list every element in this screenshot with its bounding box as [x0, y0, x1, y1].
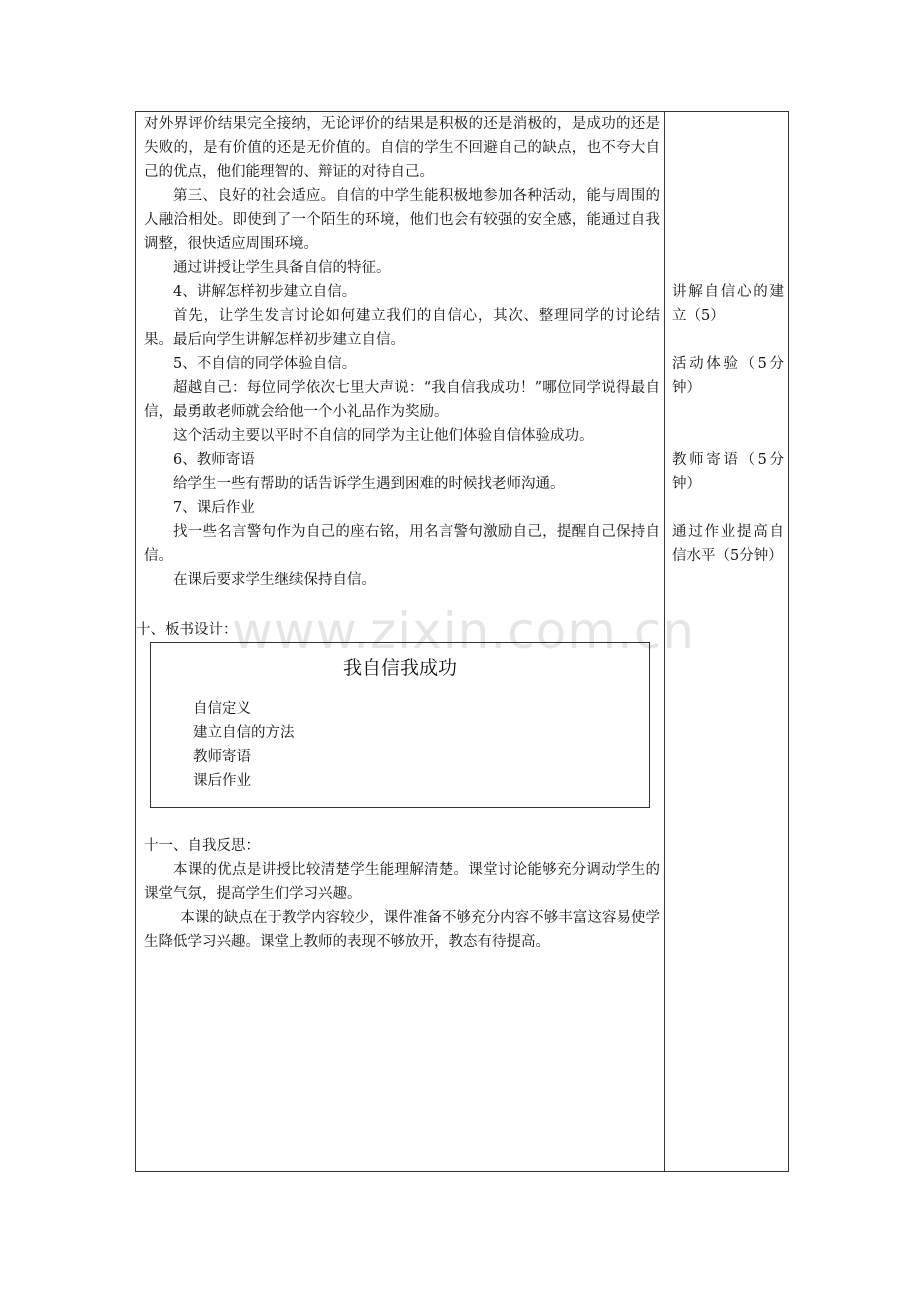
board-item: 课后作业: [193, 773, 251, 789]
paragraph: 首先，让学生发言讨论如何建立我们的自信心，其次、整理同学的讨论结果。最后向学生讲解怎样初步建立自信。: [144, 308, 660, 348]
board-design-box: [150, 642, 650, 808]
reflection-paragraph: 本课的缺点在于教学内容较少，课件准备不够充分内容不够丰富这容易使学生降低学习兴趣。课堂上教师的表现不够放开，教态有待提高。: [144, 910, 660, 950]
paragraph: 这个活动主要以平时不自信的同学为主让他们体验自信体验成功。: [173, 428, 594, 444]
paragraph: 通过讲授让学生具备自信的特征。: [173, 260, 391, 276]
section-heading: 6、教师寄语: [173, 452, 255, 468]
section-heading: 4、讲解怎样初步建立自信。: [173, 284, 357, 300]
board-item: 教师寄语: [193, 749, 251, 765]
side-note-homework: 通过作业提高自信水平（5分钟）: [672, 524, 784, 564]
board-title: 我自信我成功: [342, 657, 457, 679]
paragraph: 第三、良好的社会适应。自信的中学生能积极地参加各种活动，能与周围的人融洽相处。即使到了一个陌生的环境，他们也会有较强的安全感，能通过自我调整，很快适应周围环境。: [144, 188, 660, 252]
section-heading: 5、不自信的同学体验自信。: [173, 356, 357, 372]
paragraph: 对外界评价结果完全接纳，无论评价的结果是积极的还是消极的，是成功的还是失败的，是有价值的还是无价值的。自信的学生不回避自己的缺点，也不夸大自己的优点，他们能理智的、辩证的对待自己。: [144, 116, 660, 180]
paragraph: 在课后要求学生继续保持自信。: [173, 572, 376, 588]
board-design-heading: 十、板书设计：: [136, 622, 238, 638]
main-content: [144, 112, 660, 592]
paragraph: 找一些名言警句作为自己的座右铭，用名言警句激励自己，提醒自己保持自信。: [144, 524, 660, 564]
board-item: 自信定义: [193, 701, 251, 717]
reflection-heading: 十一、自我反思：: [144, 838, 260, 854]
section-heading: 7、课后作业: [173, 500, 255, 516]
reflection-section: [144, 834, 660, 954]
paragraph: 给学生一些有帮助的话告诉学生遇到困难的时候找老师沟通。: [173, 476, 565, 492]
reflection-paragraph: 本课的优点是讲授比较清楚学生能理解清楚。课堂讨论能够充分调动学生的课堂气氛，提高学生们学习兴趣。: [144, 862, 660, 902]
board-item: 建立自信的方法: [193, 725, 295, 741]
watermark: www.zixin.com.cn: [232, 602, 696, 660]
side-note-build-confidence: 讲解自信心的建立（5）: [672, 284, 784, 324]
side-note-activity: 活动体验（5分钟）: [672, 356, 784, 396]
board-items: [193, 697, 295, 793]
side-note-teacher-message: 教师寄语（5分钟）: [672, 452, 784, 492]
paragraph: 超越自己：每位同学依次七里大声说：“我自信我成功！”哪位同学说得最自信，最勇敢老师就会给他一个小礼品作为奖励。: [144, 380, 660, 420]
